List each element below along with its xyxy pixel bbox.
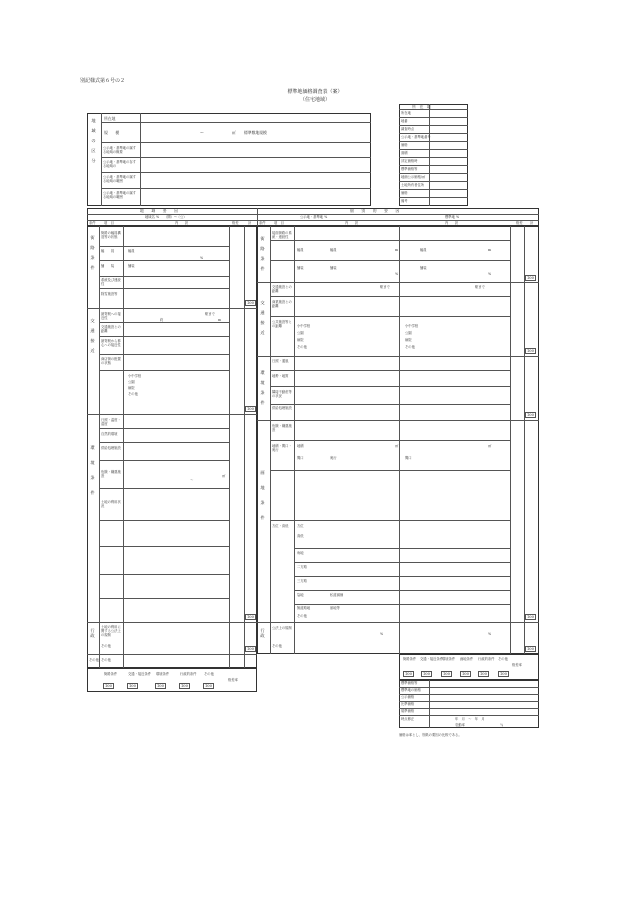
region-division-label: 地 域 の 区 分	[91, 118, 96, 163]
rs0-i0: 接面街路の系統・連続性	[272, 231, 292, 239]
rs1-school2: 小中学校	[405, 324, 419, 328]
left-sec-access: 交 通 接 近	[90, 318, 95, 353]
rf-2: 環境条件	[442, 657, 456, 661]
ls2-unit: ㎡	[222, 474, 226, 478]
lf-h4: 100	[205, 684, 212, 688]
ls2-subtotal: 100	[247, 615, 254, 619]
lf-2: 環境条件	[156, 672, 170, 676]
rs2-i0: 日照・通風	[272, 359, 289, 363]
ls1-park: 公園	[128, 380, 135, 384]
rs2-i3: 供給処理施設	[272, 406, 292, 410]
right-sec-street: 街 路 条 件	[260, 236, 265, 271]
ls0-pct: %	[200, 256, 204, 260]
right-sec-env: 環 境 条 件	[260, 370, 265, 405]
right-sec-lot: 画 地 条 件	[260, 470, 265, 520]
sum-period: 年 月 〜 年 月	[455, 717, 485, 721]
left-sec-env: 環 境 条 件	[90, 445, 95, 495]
area-overview-label: 公示地・基準地の属する地域の概要	[103, 146, 136, 154]
left-group-sub: 地域名 % （開）→（公）	[145, 215, 187, 219]
ls2-i4: 土地の利用状況	[101, 500, 121, 508]
ls0-i4: 除雪施設等	[101, 292, 118, 296]
lf-h1: 100	[129, 684, 136, 688]
ls1-school: 小中学校	[128, 374, 142, 378]
ls1-i2: 最寄駅から都心への接近性	[101, 339, 121, 347]
rf-5: その他	[498, 657, 508, 661]
rs1-station2: 駅まで	[475, 285, 485, 289]
lf-1: 交通・接近条件	[128, 672, 152, 676]
sum-3: 比準価格	[401, 702, 415, 706]
right-sec-access: 交 通 接 近	[260, 300, 265, 335]
tr-cell-11: 備考	[401, 199, 408, 203]
rs0-paved2: 舗装	[420, 266, 427, 270]
std-size-label: 標準敷地規模	[244, 130, 267, 135]
tr-cell-1: 地番	[401, 119, 408, 123]
ls2-i2: 供給処理施設	[101, 446, 121, 450]
rs1-i2: 公共施設等との距離	[272, 320, 292, 328]
rs0-i1: 幅員	[297, 248, 304, 252]
rs0-paved: 舗装	[330, 266, 337, 270]
top-right-header: 所 在 地	[412, 104, 431, 109]
lf-5: 格差率	[228, 678, 238, 682]
ls1-station: 駅まで	[205, 312, 215, 316]
sum-6: 時点修正	[401, 717, 415, 721]
sum-0: 標準価格等	[401, 681, 418, 685]
sum-4: 規準価格	[401, 709, 415, 713]
rs0-pct2: %	[488, 272, 492, 276]
rs3-i0: 地積・間口・奥行	[272, 444, 292, 452]
left-sec-admin: 行 政	[90, 628, 95, 638]
rs0-i2: 舗装	[297, 266, 304, 270]
ls2-i0: 日照・温度・湿度	[101, 418, 121, 426]
rs0-m: m	[395, 248, 399, 252]
rs3-i1: 方位・高低	[272, 524, 289, 528]
rs3-depth: 奥行	[330, 456, 337, 460]
ls1-subtotal: 100	[247, 407, 254, 411]
ls1-i3: 商店街の配置の状態	[101, 357, 121, 365]
size-unit: ㎡	[232, 130, 236, 135]
rf-3: 画地条件	[460, 657, 474, 661]
tr-cell-10: 価格	[401, 191, 408, 195]
rs0-wide: 幅員	[330, 248, 337, 252]
right-group-sub: 公示地・基準地 %	[300, 215, 328, 219]
ls3-i0: 土地の利用に関する公法上の規制	[101, 625, 121, 637]
rf-6: 格差率	[512, 663, 522, 667]
col-diff-l: 格差	[232, 221, 239, 225]
rs1-i0: 交通施設との距離	[272, 285, 292, 293]
lb-other-row: その他	[101, 658, 111, 662]
ls0-paved: 舗装	[128, 264, 135, 268]
rs1-others2: その他	[405, 345, 415, 349]
rs3-i8: 私道減価	[330, 593, 344, 597]
rs4-pct2: %	[488, 632, 492, 636]
rs1-hospital: 病院	[297, 338, 304, 342]
std-sub: 標準地 %	[445, 215, 460, 219]
form-number: 別記様式第６号の２	[80, 78, 126, 84]
rs3-i9: その他	[297, 614, 307, 618]
col-detail-l: 内 訳	[175, 221, 189, 225]
col-detail-r2: 内 訳	[445, 221, 459, 225]
ls0-i2: 舗 装	[101, 264, 115, 268]
rs1-subtotal: 100	[527, 349, 534, 353]
rf-h0: 100	[405, 672, 412, 676]
ls3-i1: その他	[101, 644, 111, 648]
tr-cell-4: 価格	[401, 143, 408, 147]
rs1-park2: 公園	[405, 331, 412, 335]
rs4-pct: %	[380, 632, 384, 636]
right-sec-admin: 行 政	[260, 628, 265, 638]
tr-cell-5: 面積	[401, 151, 408, 155]
rf-h4: 100	[480, 672, 487, 676]
rf-1: 交通・接近条件	[420, 657, 444, 661]
rs2-i2: 隣接不動産等の状況	[272, 390, 292, 398]
ls1-m: m	[218, 318, 222, 322]
location-label: 所在地	[104, 116, 116, 121]
area-range-label-1: 公示地・基準地の属する地域の範囲	[103, 175, 136, 183]
ls1-approx: 約	[160, 318, 164, 322]
col-total-r: 計	[530, 221, 534, 225]
rs3-i7: 崖地等	[330, 606, 340, 610]
col-total-l: 計	[248, 221, 252, 225]
rs3-i3: 二方路	[297, 565, 307, 569]
bottom-note: 価格は率とし、別紙の要因の比較である。	[399, 733, 462, 737]
rs0-pct: %	[395, 272, 399, 276]
ls1-others: その他	[128, 392, 138, 396]
rs3-i6: 無道路地	[297, 606, 311, 610]
ls1-i1: 交通施設との距離	[101, 325, 121, 333]
col-cond-r: 条件	[259, 221, 266, 225]
rf-h2: 100	[443, 672, 450, 676]
lb-other-label: その他	[89, 658, 99, 662]
ls0-i0: 街路の幅員構造等の状態	[101, 231, 121, 239]
col-detail-r: 内 訳	[345, 221, 359, 225]
rf-h5: 100	[500, 672, 507, 676]
rs3-level: 高低	[297, 534, 304, 538]
ls2-i1: 自然的環境	[101, 432, 118, 436]
ls0-i1: 幅 員	[101, 249, 115, 253]
lf-h0: 100	[105, 684, 112, 688]
rs4-subtotal: 100	[527, 647, 534, 651]
tr-cell-0: 所在地	[401, 111, 411, 115]
ls1-i0: 最寄駅への接近性	[101, 312, 121, 320]
rs1-hospital2: 病院	[405, 338, 412, 342]
col-item-r: 項 目	[274, 221, 284, 225]
ls3-subtotal: 100	[247, 647, 254, 651]
page-subtitle: （住宅地域）	[299, 97, 330, 103]
tr-cell-2: 調査時点	[401, 127, 415, 131]
rs1-school: 小中学校	[297, 324, 311, 328]
ls0-subtotal: 100	[247, 301, 254, 305]
rs3-front2: 間口	[405, 456, 412, 460]
rs3-i5: 袋地	[297, 593, 304, 597]
rf-4: 行政的条件	[478, 657, 495, 661]
sum-rate: ％	[500, 723, 504, 727]
top-right-block	[399, 104, 468, 206]
rs3-i2: 角地	[297, 551, 304, 555]
lf-h3: 100	[181, 684, 188, 688]
sum-tail: 変動率	[455, 723, 465, 727]
rs4-i0: 公法上の規制	[272, 626, 292, 630]
lf-0: 街路条件	[104, 672, 118, 676]
area-exist-label: 公示地・基準地の存する地域の	[103, 160, 136, 168]
rs0-wide2: 幅員	[420, 248, 427, 252]
rs3-front: 間口	[297, 456, 304, 460]
tr-cell-9: 土地所有者住所	[401, 183, 425, 187]
ls1-hospital: 病院	[128, 386, 135, 390]
rs1-park: 公園	[297, 331, 304, 335]
col-diff-r: 格差	[516, 221, 523, 225]
rs2-subtotal: 100	[527, 413, 534, 417]
rs1-station: 駅まで	[380, 285, 390, 289]
ls2-range: 〜	[190, 478, 194, 482]
scale-label: 規 模	[104, 130, 120, 135]
tr-cell-7: 標準価格等	[401, 167, 418, 171]
lf-3: 行政的条件	[180, 672, 197, 676]
rs3-unit2: ㎡	[488, 444, 492, 448]
rs0-m2: m	[488, 248, 492, 252]
rf-0: 街路条件	[403, 657, 417, 661]
area-range-label-2: 公示地・基準地の属する地域の範囲	[103, 191, 136, 199]
rs4-i1: その他	[272, 644, 282, 648]
rs2-i4: 危険・嫌悪施設	[272, 424, 292, 432]
rs0-subtotal: 100	[527, 276, 534, 280]
col-item-l: 項 目	[104, 221, 114, 225]
rs3-std-area: 地積	[297, 444, 304, 448]
rs3-unit: ㎡	[395, 444, 399, 448]
rs3-orient: 方位	[297, 524, 304, 528]
lf-4: その他	[204, 672, 214, 676]
rs1-others: その他	[297, 345, 307, 349]
rs3-subtotal: 100	[527, 615, 534, 619]
ls0-i3: 系統及び連続性	[101, 278, 121, 286]
tr-cell-8: 地価公示価格/㎡	[401, 175, 426, 179]
rs1-i1: 商業施設との距離	[272, 300, 292, 308]
ls2-i3: 危険・嫌悪施設	[101, 470, 121, 478]
sum-1: 標準地の価格	[401, 688, 421, 692]
right-group-title: 個 別 的 要 因	[350, 208, 400, 213]
col-cond-l: 条件	[89, 221, 96, 225]
left-group-title: 地 域 要 因	[140, 208, 178, 213]
rs2-i1: 地勢・地質	[272, 374, 289, 378]
left-sec-street: 街 路 条 件	[90, 235, 95, 270]
lf-h2: 100	[157, 684, 164, 688]
rf-h1: 100	[423, 672, 430, 676]
range-mark: 〜	[200, 130, 204, 135]
sum-2: 公示価格	[401, 695, 415, 699]
rs3-i4: 三方路	[297, 579, 307, 583]
rf-h3: 100	[462, 672, 469, 676]
tr-cell-6: 評定価格時	[401, 159, 418, 163]
page-title: 標準地価格調査表（案）	[287, 89, 343, 95]
tr-cell-3: 公示地・基準地番号	[401, 135, 431, 139]
ls0-wide: 幅員	[128, 249, 135, 253]
